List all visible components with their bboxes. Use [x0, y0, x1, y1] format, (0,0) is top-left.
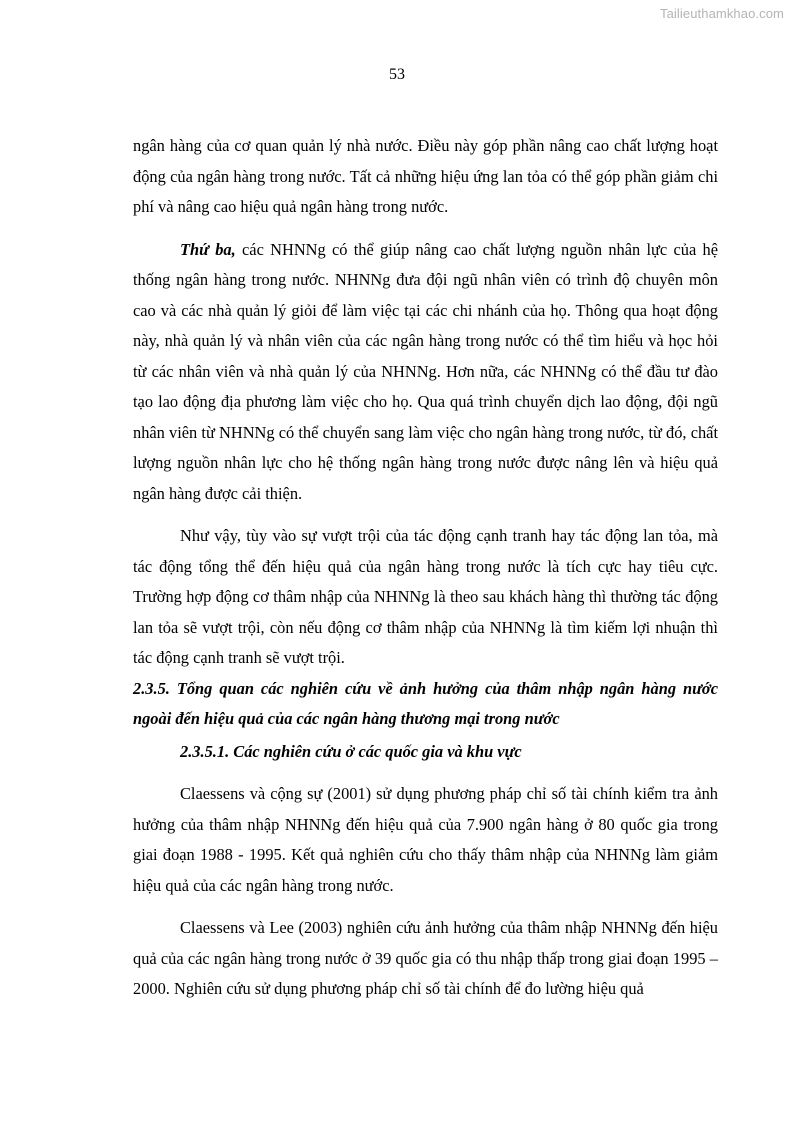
- paragraph-thu-ba: [133, 235, 718, 510]
- paragraph-continuation: ngân hàng của cơ quan quản lý nhà nước. Điều này góp phần nâng cao chất lượng hoạt động của ngân hàng trong nước. Tất cả những hiệu ứng lan tỏa có thể góp phần giảm chi phí và nâng cao hiệu quả ngân hàng trong nước.: [133, 136, 718, 216]
- paragraph-lead: Thứ ba,: [180, 239, 236, 259]
- section-heading: 2.3.5. Tổng quan các nghiên cứu về ảnh hưởng của thâm nhập ngân hàng nước ngoài đến hiệu quả của các ngân hàng thương mại trong nước: [133, 678, 718, 728]
- paragraph-claessens-lee-2003: Claessens và Lee (2003) nghiên cứu ảnh hưởng của thâm nhập NHNNg đến hiệu quả của các ngân hàng trong nước ở 39 quốc gia có thu nhập thấp trong giai đoạn 1995 – 2000. Nghiên cứu sử dụng phương pháp chỉ số tài chính để đo lường hiệu quả: [133, 918, 718, 998]
- page-number: 53: [389, 66, 405, 83]
- subsection-heading: 2.3.5.1. Các nghiên cứu ở các quốc gia và khu vực: [180, 741, 522, 761]
- paragraph-body: các NHNNg có thể giúp nâng cao chất lượng nguồn nhân lực của hệ thống ngân hàng trong nước. NHNNg đưa đội ngũ nhân viên có trình độ chuyên môn cao và các nhà quản lý giỏi để làm việc tại các chi nhánh của họ. Thông qua hoạt động này, nhà quản lý và nhân viên của các ngân hàng trong nước có thể tìm hiểu và học hỏi từ các nhân viên và nhà quản lý của NHNNg. Hơn nữa, các NHNNg có thể đầu tư đào tạo lao động địa phương làm việc cho họ. Qua quá trình chuyển dịch lao động, đội ngũ nhân viên từ NHNNg có thể chuyển sang làm việc cho ngân hàng trong nước, từ đó, chất lượng nguồn nhân lực cho hệ thống ngân hàng trong nước được nâng lên và hiệu quả ngân hàng được cải thiện.: [133, 239, 718, 503]
- paragraph-claessens-2001: Claessens và cộng sự (2001) sử dụng phương pháp chỉ số tài chính kiểm tra ảnh hưởng của thâm nhập NHNNg đến hiệu quả của 7.900 ngân hàng ở 80 quốc gia trong giai đoạn 1988 - 1995. Kết quả nghiên cứu cho thấy thâm nhập của NHNNg làm giảm hiệu quả của các ngân hàng trong nước.: [133, 784, 718, 895]
- document-body: [133, 131, 718, 1005]
- paragraph-summary: Như vậy, tùy vào sự vượt trội của tác động cạnh tranh hay tác động lan tỏa, mà tác động tổng thể đến hiệu quả của ngân hàng trong nước là tích cực hay tiêu cực. Trường hợp động cơ thâm nhập của NHNNg là theo sau khách hàng thì thường tác động lan tỏa sẽ vượt trội, còn nếu động cơ thâm nhập của NHNNg là tìm kiếm lợi nhuận thì tác động cạnh tranh sẽ vượt trội.: [133, 526, 718, 667]
- watermark: Tailieuthamkhao.com: [659, 6, 784, 21]
